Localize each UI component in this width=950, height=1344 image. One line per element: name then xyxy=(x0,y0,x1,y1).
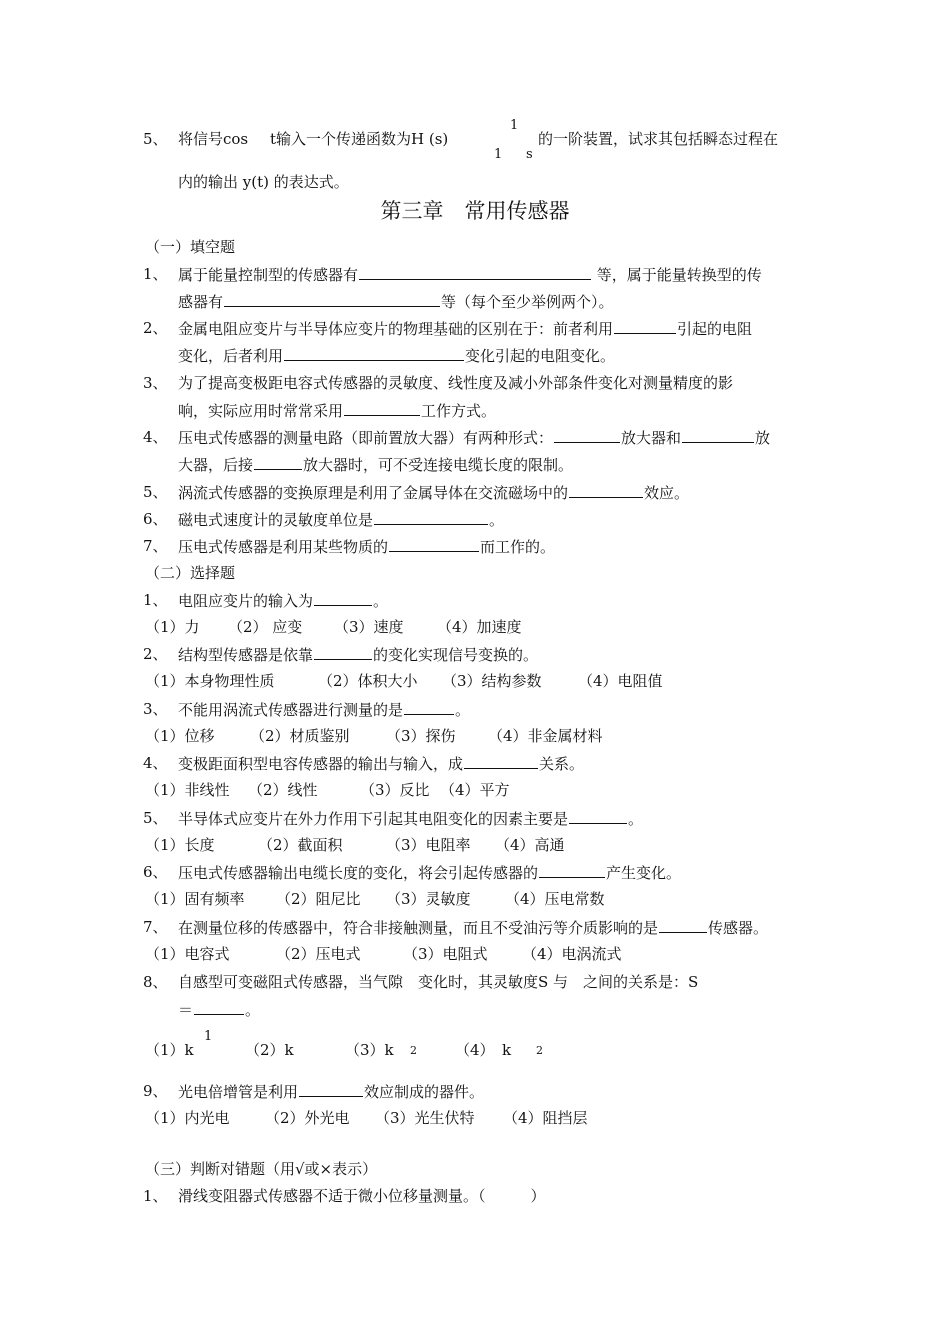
superscript: 1 xyxy=(204,1029,213,1044)
question-text: 。 xyxy=(489,511,505,529)
option[interactable]: （3）反比 xyxy=(360,781,430,799)
question-text: 滑线变阻器式传感器不适于微小位移量测量。（ ） xyxy=(178,1187,546,1205)
option[interactable]: （2）k xyxy=(245,1041,294,1059)
question-text: 传感器。 xyxy=(708,919,769,937)
answer-blank[interactable] xyxy=(554,427,620,443)
question-number: 9、 xyxy=(143,1082,168,1100)
question-text: 。 xyxy=(628,810,644,828)
fraction-numerator: 1 xyxy=(510,118,519,133)
option[interactable]: （1）本身物理性质 xyxy=(145,672,275,690)
question-text: 。 xyxy=(373,592,389,610)
question-number: 4、 xyxy=(143,428,168,446)
question-text: 为了提高变极距电容式传感器的灵敏度、线性度及减小外部条件变化对测量精度的影 xyxy=(178,374,734,392)
answer-blank[interactable] xyxy=(569,808,627,824)
question-text: 结构型传感器是依靠 xyxy=(178,646,314,664)
question-text: 属于能量控制型的传感器有 xyxy=(178,266,359,284)
question-number: 1、 xyxy=(143,591,168,609)
question-text: 关系。 xyxy=(539,755,585,773)
question-item xyxy=(178,999,260,1020)
question-item xyxy=(178,644,538,665)
option[interactable]: （3）电阻率 xyxy=(386,836,471,854)
option[interactable]: （2）压电式 xyxy=(276,945,361,963)
chapter-title: 第三章 常用传感器 xyxy=(380,199,570,223)
question-text: 效应制成的器件。 xyxy=(364,1083,485,1101)
question-text: 内的输出 y(t) 的表达式。 xyxy=(178,173,349,191)
question-text: 压电式传感器的测量电路（即前置放大器）有两种形式： xyxy=(178,429,554,447)
question-item xyxy=(178,291,614,312)
question-text: 不能用涡流式传感器进行测量的是 xyxy=(178,701,404,719)
question-text: 而工作的。 xyxy=(480,538,556,556)
question-text: 放大器时，可不受连接电缆长度的限制。 xyxy=(303,456,574,474)
option[interactable]: （1）k xyxy=(145,1041,194,1059)
option[interactable]: （1）长度 xyxy=(145,836,215,854)
option[interactable]: （4） k xyxy=(455,1041,512,1059)
question-item xyxy=(178,482,689,503)
question-text: ＝ xyxy=(178,1001,194,1019)
question-item xyxy=(178,454,573,475)
option[interactable]: （2）线性 xyxy=(248,781,318,799)
answer-blank[interactable] xyxy=(224,291,440,307)
answer-blank[interactable] xyxy=(539,862,605,878)
answer-blank[interactable] xyxy=(314,644,372,660)
option[interactable]: （3）结构参数 xyxy=(442,672,542,690)
question-number: 3、 xyxy=(143,374,168,392)
fraction-denominator: 1 xyxy=(494,147,503,162)
option[interactable]: （1）电容式 xyxy=(145,945,230,963)
option[interactable]: （2）外光电 xyxy=(265,1109,350,1127)
question-number: 1、 xyxy=(143,265,168,283)
question-item xyxy=(178,345,615,366)
question-number: 7、 xyxy=(143,918,168,936)
option[interactable]: （4）压电常数 xyxy=(505,890,605,908)
question-text: 自感型可变磁阻式传感器，当气隙 变化时，其灵敏度S 与 之间的关系是：S xyxy=(178,973,699,991)
question-item xyxy=(178,808,643,829)
answer-blank[interactable] xyxy=(374,509,488,525)
question-item xyxy=(178,318,752,339)
question-text: 压电式传感器是利用某些物质的 xyxy=(178,538,389,556)
section-heading: （二）选择题 xyxy=(145,564,236,582)
option[interactable]: （4）平方 xyxy=(440,781,510,799)
question-text: 磁电式速度计的灵敏度单位是 xyxy=(178,511,374,529)
question-text: 变极距面积型电容传感器的输出与输入，成 xyxy=(178,755,464,773)
question-item xyxy=(178,753,584,774)
question-text: 等（每个至少举例两个）。 xyxy=(441,293,614,311)
option[interactable]: （4）加速度 xyxy=(437,618,522,636)
option[interactable]: （3）速度 xyxy=(334,618,404,636)
question-text: 工作方式。 xyxy=(421,402,497,420)
question-number: 6、 xyxy=(143,510,168,528)
option[interactable]: （1）非线性 xyxy=(145,781,230,799)
option[interactable]: （2）截面积 xyxy=(258,836,343,854)
question-number: 2、 xyxy=(143,319,168,337)
question-text: 半导体式应变片在外力作用下引起其电阻变化的因素主要是 xyxy=(178,810,569,828)
answer-blank[interactable] xyxy=(299,1081,363,1097)
answer-blank[interactable] xyxy=(359,264,591,280)
question-text: 引起的电阻 xyxy=(677,320,753,338)
question-number: 7、 xyxy=(143,537,168,555)
answer-blank[interactable] xyxy=(194,999,244,1015)
answer-blank[interactable] xyxy=(569,482,643,498)
question-number: 8、 xyxy=(143,973,168,991)
answer-blank[interactable] xyxy=(314,590,372,606)
question-item xyxy=(178,400,496,421)
question-number: 3、 xyxy=(143,700,168,718)
question-text: 响，实际应用时常常采用 xyxy=(178,402,344,420)
question-text: 金属电阻应变片与半导体应变片的物理基础的区别在于：前者利用 xyxy=(178,320,614,338)
option[interactable]: （3）k xyxy=(345,1041,394,1059)
question-item xyxy=(178,536,555,557)
question-number: 2、 xyxy=(143,645,168,663)
answer-blank[interactable] xyxy=(284,345,464,361)
option[interactable]: （4）电阻值 xyxy=(578,672,663,690)
question-text: 效应。 xyxy=(644,484,690,502)
answer-blank[interactable] xyxy=(404,699,454,715)
question-text: 的变化实现信号变换的。 xyxy=(373,646,539,664)
question-number: 4、 xyxy=(143,754,168,772)
question-item xyxy=(178,427,770,448)
question-item xyxy=(178,590,388,611)
superscript: 2 xyxy=(410,1044,417,1057)
question-text: 将信号cos xyxy=(178,130,249,148)
question-number: 5、 xyxy=(143,483,168,501)
question-text: 放 xyxy=(755,429,771,447)
question-number: 5、 xyxy=(143,809,168,827)
question-text: 电阻应变片的输入为 xyxy=(178,592,314,610)
question-text: 在测量位移的传感器中，符合非接触测量，而且不受油污等介质影响的是 xyxy=(178,919,659,937)
question-item xyxy=(178,509,504,530)
option[interactable]: （3）探伤 xyxy=(386,727,456,745)
question-number: 5、 xyxy=(143,130,168,148)
answer-blank[interactable] xyxy=(464,753,538,769)
question-number: 1、 xyxy=(143,1187,168,1205)
superscript: 2 xyxy=(536,1044,543,1057)
option[interactable]: （3）灵敏度 xyxy=(386,890,471,908)
question-text: 等，属于能量转换型的传 xyxy=(592,266,762,284)
section-heading: （一）填空题 xyxy=(145,238,236,256)
option[interactable]: （1）固有频率 xyxy=(145,890,245,908)
section-heading: （三）判断对错题（用√或×表示） xyxy=(145,1160,378,1178)
fraction-denominator: s xyxy=(526,147,533,162)
option[interactable]: （1）位移 xyxy=(145,727,215,745)
option[interactable]: （3）光生伏特 xyxy=(375,1109,475,1127)
question-text: 的一阶装置，试求其包括瞬态过程在 xyxy=(538,130,779,148)
question-item xyxy=(178,1081,484,1102)
answer-blank[interactable] xyxy=(344,400,420,416)
option[interactable]: （4）电涡流式 xyxy=(522,945,622,963)
option[interactable]: （2）阻尼比 xyxy=(276,890,361,908)
question-item xyxy=(178,264,762,285)
option[interactable]: （2） 应变 xyxy=(228,618,303,636)
answer-blank[interactable] xyxy=(254,454,302,470)
question-text: 。 xyxy=(455,701,471,719)
option[interactable]: （4）高通 xyxy=(495,836,565,854)
question-number: 6、 xyxy=(143,863,168,881)
answer-blank[interactable] xyxy=(389,536,479,552)
option[interactable]: （1）力 xyxy=(145,618,200,636)
question-text: t输入一个传递函数为H (s) xyxy=(270,130,449,148)
question-text: 产生变化。 xyxy=(606,864,682,882)
question-text: 大器，后接 xyxy=(178,456,254,474)
option[interactable]: （3）电阻式 xyxy=(403,945,488,963)
question-item xyxy=(178,862,681,883)
question-text: 光电倍增管是利用 xyxy=(178,1083,299,1101)
question-item xyxy=(178,917,768,938)
option[interactable]: （4）非金属材料 xyxy=(488,727,603,745)
question-text: 变化，后者利用 xyxy=(178,347,284,365)
option[interactable]: （4）阻挡层 xyxy=(503,1109,588,1127)
answer-blank[interactable] xyxy=(682,427,754,443)
option[interactable]: （1）内光电 xyxy=(145,1109,230,1127)
question-text: 压电式传感器输出电缆长度的变化，将会引起传感器的 xyxy=(178,864,539,882)
question-text: 。 xyxy=(245,1001,261,1019)
question-text: 变化引起的电阻变化。 xyxy=(465,347,616,365)
answer-blank[interactable] xyxy=(614,318,676,334)
option[interactable]: （2）体积大小 xyxy=(318,672,418,690)
question-text: 感器有 xyxy=(178,293,224,311)
question-item xyxy=(178,699,470,720)
option[interactable]: （2）材质鉴别 xyxy=(250,727,350,745)
answer-blank[interactable] xyxy=(659,917,707,933)
question-text: 放大器和 xyxy=(621,429,682,447)
question-text: 涡流式传感器的变换原理是利用了金属导体在交流磁场中的 xyxy=(178,484,569,502)
